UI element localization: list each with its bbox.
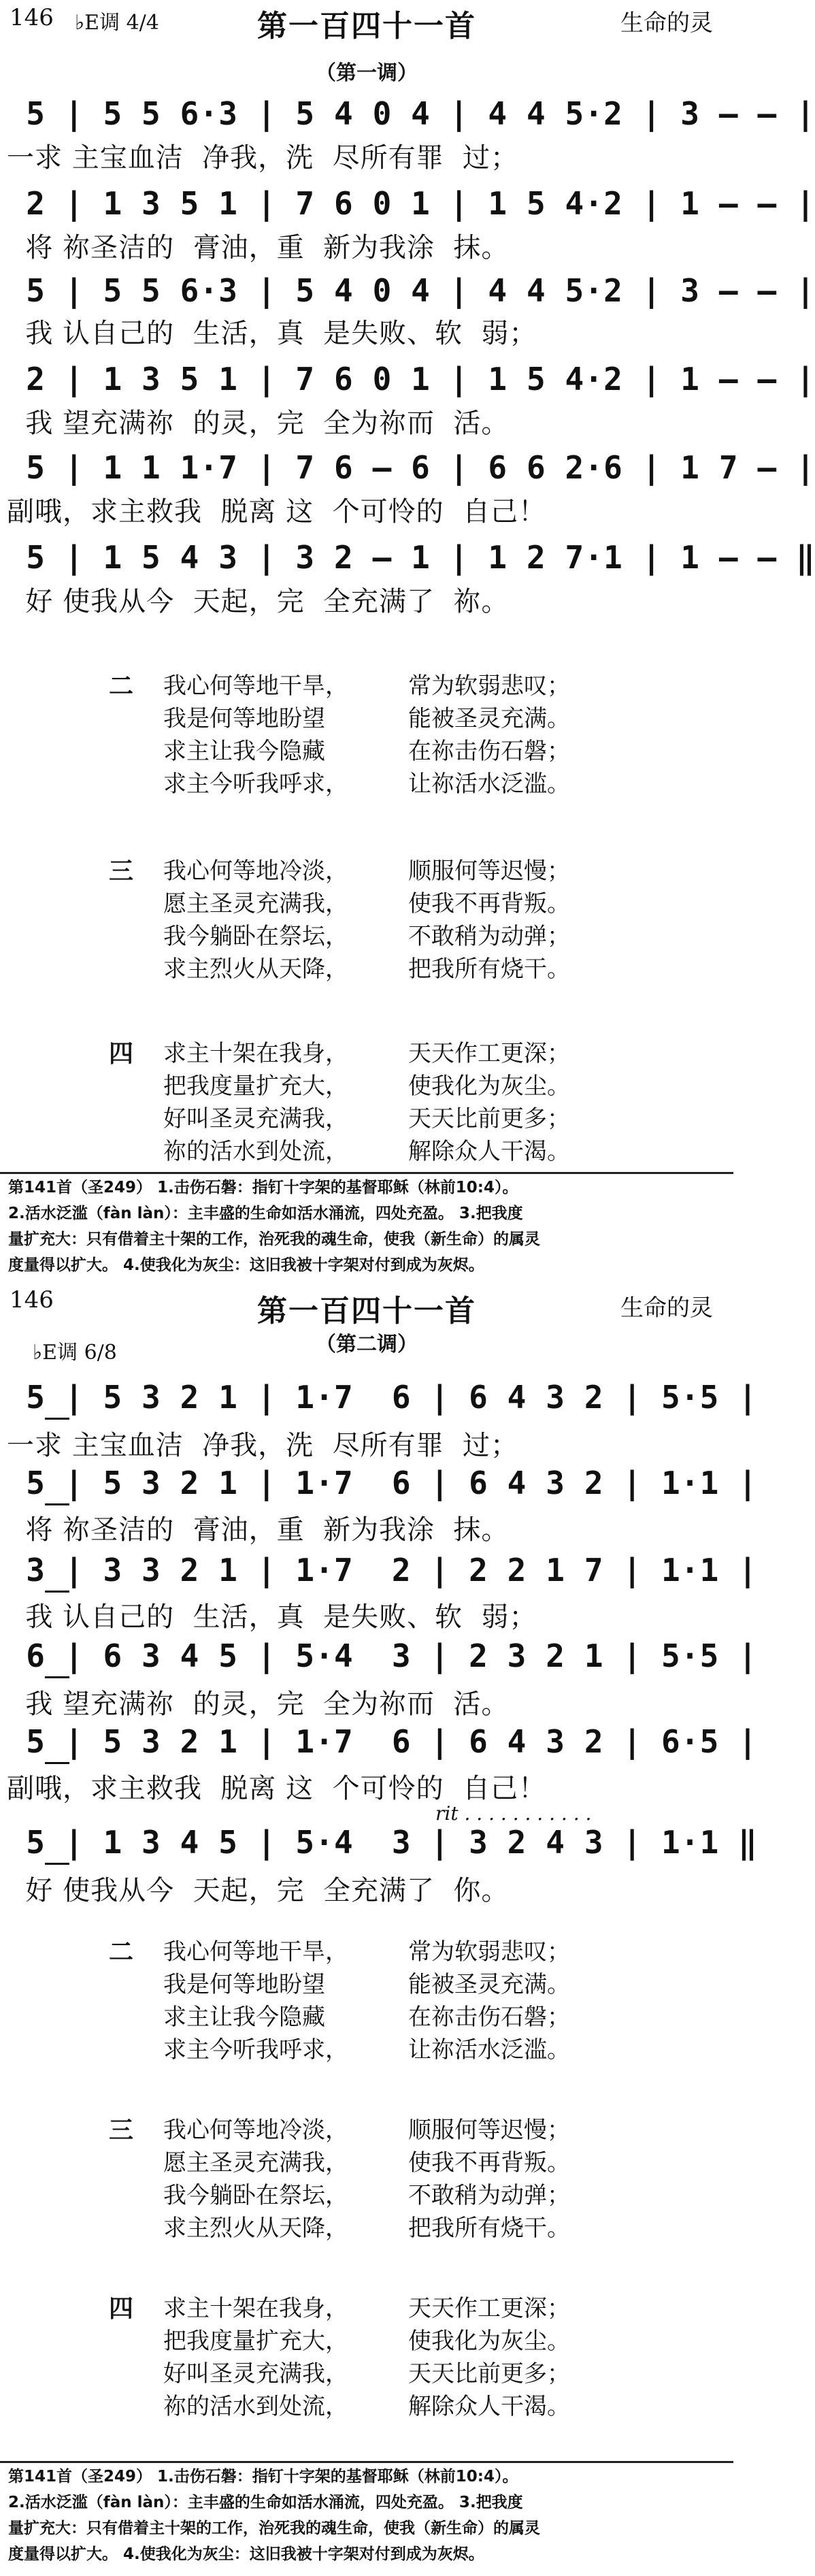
notation-line-5: 5 | 5 3 2 1 | 1·7 6 | 6 4 3 2 | 6·5 | xyxy=(7,1723,758,1760)
lyric-line-6: 好 使我从今 天起，完 全充满了 你。 xyxy=(7,1875,510,1906)
verse-line: 把我度量扩充大， xyxy=(163,2328,348,2355)
verse-line: 求主让我今隐藏 xyxy=(163,738,325,765)
lyric-line-3: 我 认自己的 生活，真 是失败、软 弱； xyxy=(7,1601,537,1633)
notation-line-4: 6 | 6 3 4 5 | 5·4 3 | 2 3 2 1 | 5·5 | xyxy=(7,1637,758,1674)
hymn-page-second-tune xyxy=(0,1286,758,2576)
notation-line-2: 5 | 5 3 2 1 | 1·7 6 | 6 4 3 2 | 1·1 | xyxy=(7,1465,758,1501)
footnote xyxy=(8,1175,722,1278)
footnote-line: 2.活水泛滥（fàn làn）：主丰盛的生命如活水涌流，四处充盈。 3.把我度 xyxy=(8,1205,523,1222)
verse-number: 四 xyxy=(109,2295,134,2323)
verse-number: 三 xyxy=(109,2117,134,2145)
page-number: 146 xyxy=(10,1286,54,1314)
notation-line-6: 5 | 1 3 4 5 | 5·4 3 | 3 2 4 3 | 1·1 ‖ xyxy=(7,1824,758,1861)
verse-line: 愿主圣灵充满我， xyxy=(163,2149,348,2176)
verse-line: 愿主圣灵充满我， xyxy=(163,890,348,917)
key-signature: ♭E调 4/4 xyxy=(75,11,159,35)
verse-line: 使我不再背叛。 xyxy=(408,890,570,917)
footnote-line: 2.活水泛滥（fàn làn）：主丰盛的生命如活水涌流，四处充盈。 3.把我度 xyxy=(8,2494,523,2511)
verse-line: 使我不再背叛。 xyxy=(408,2149,570,2176)
lyric-line-3: 我 认自己的 生活，真 是失败、软 弱； xyxy=(7,318,537,349)
hymn-source: 生命的灵 xyxy=(620,10,713,37)
verse-number: 二 xyxy=(109,1938,134,1966)
footnote-line: 量扩充大：只有借着主十架的工作，治死我的魂生命，使我（新生命）的属灵 xyxy=(8,1230,540,1248)
verse-line: 我心何等地冷淡， xyxy=(163,858,348,885)
lyric-line-1: 一求 主宝血洁 净我，洗 尽所有罪 过； xyxy=(7,142,519,174)
verse-line: 天天比前更多； xyxy=(408,2360,570,2387)
hymn-page-first-tune xyxy=(0,0,815,1165)
verse-line: 把我度量扩充大， xyxy=(163,1073,348,1100)
verse-line: 求主今听我呼求， xyxy=(163,770,348,798)
footnote-divider xyxy=(0,2461,733,2463)
verse-3 xyxy=(109,2111,694,2247)
verse-number: 三 xyxy=(109,858,134,885)
verse-line: 祢的活水到处流， xyxy=(163,1138,348,1165)
verse-line: 求主十架在我身， xyxy=(163,2295,348,2322)
beam xyxy=(45,1863,69,1865)
beam xyxy=(45,1591,69,1593)
verse-4 xyxy=(109,1034,694,1171)
verse-number: 四 xyxy=(109,1040,134,1068)
verse-number: 二 xyxy=(109,672,134,700)
verse-line: 求主十架在我身， xyxy=(163,1040,348,1067)
lyric-line-5: 副哦，求主救我 脱离 这 个可怜的 自己！ xyxy=(7,496,547,527)
notation-line-3: 3 | 3 3 2 1 | 1·7 2 | 2 2 1 7 | 1·1 | xyxy=(7,1552,758,1588)
hymn-title: 第一百四十一首 xyxy=(257,9,476,44)
verse-line: 我心何等地干旱， xyxy=(163,672,348,700)
verse-line: 使我化为灰尘。 xyxy=(408,1073,570,1100)
beam xyxy=(45,1676,69,1678)
verse-2 xyxy=(109,1933,694,2069)
lyric-line-4: 我 望充满祢 的灵，完 全为祢而 活。 xyxy=(7,1689,510,1720)
beam xyxy=(45,1503,69,1505)
verse-line: 在祢击伤石磐； xyxy=(408,2004,570,2031)
lyric-line-2: 将 祢圣洁的 膏油，重 新为我涂 抹。 xyxy=(7,232,510,263)
verse-line: 把我所有烧干。 xyxy=(408,2215,570,2242)
footnote-line: 度量得以扩大。 4.使我化为灰尘：这旧我被十字架对付到成为灰烬。 xyxy=(8,1256,484,1274)
verse-line: 不敢稍为动弹； xyxy=(408,923,570,950)
lyric-line-5: 副哦，求主救我 脱离 这 个可怜的 自己！ xyxy=(7,1773,547,1804)
beam xyxy=(45,1418,69,1420)
lyric-line-2: 将 祢圣洁的 膏油，重 新为我涂 抹。 xyxy=(7,1514,510,1546)
notation-line-1: 5 | 5 3 2 1 | 1·7 6 | 6 4 3 2 | 5·5 | xyxy=(7,1379,758,1416)
verse-2 xyxy=(109,667,694,803)
verse-line: 我今躺卧在祭坛， xyxy=(163,923,348,950)
verse-line: 天天作工更深； xyxy=(408,1040,570,1067)
verse-line: 好叫圣灵充满我， xyxy=(163,2360,348,2387)
verse-line: 我心何等地干旱， xyxy=(163,1938,348,1966)
footnote-divider xyxy=(0,1172,733,1174)
notation-line-6: 5 | 1 5 4 3 | 3 2 – 1 | 1 2 7·1 | 1 – – ‖ xyxy=(7,539,815,576)
ritardando-mark: rit . . . . . . . . . . . xyxy=(435,1802,592,1825)
notation-line-2: 2 | 1 3 5 1 | 7 6 0 1 | 1 5 4·2 | 1 – – | xyxy=(7,185,815,222)
notation-line-1: 5 | 5 5 6·3 | 5 4 0 4 | 4 4 5·2 | 3 – – | xyxy=(7,95,815,132)
notation-line-4: 2 | 1 3 5 1 | 7 6 0 1 | 1 5 4·2 | 1 – – | xyxy=(7,361,815,397)
verse-line: 我今躺卧在祭坛， xyxy=(163,2182,348,2209)
verse-line: 解除众人干渴。 xyxy=(408,1138,570,1165)
footnote-line: 第141首（圣249） 1.击伤石磐：指钉十字架的基督耶稣（林前10:4）。 xyxy=(8,1179,518,1196)
footnote-line: 第141首（圣249） 1.击伤石磐：指钉十字架的基督耶稣（林前10:4）。 xyxy=(8,2468,518,2485)
verse-line: 在祢击伤石磐； xyxy=(408,738,570,765)
verse-line: 常为软弱悲叹； xyxy=(408,1938,570,1966)
tune-subtitle: （第一调） xyxy=(316,61,418,85)
notation-line-5: 5 | 1 1 1·7 | 7 6 – 6 | 6 6 2·6 | 1 7 – | xyxy=(7,449,815,486)
verse-line: 天天作工更深； xyxy=(408,2295,570,2322)
lyric-line-4: 我 望充满祢 的灵，完 全为祢而 活。 xyxy=(7,408,510,439)
verse-line: 不敢稍为动弹； xyxy=(408,2182,570,2209)
verse-line: 让祢活水泛滥。 xyxy=(408,2036,570,2064)
beam xyxy=(45,1762,69,1764)
footnote-line: 度量得以扩大。 4.使我化为灰尘：这旧我被十字架对付到成为灰烬。 xyxy=(8,2545,484,2563)
lyric-line-1: 一求 主宝血洁 净我，洗 尽所有罪 过； xyxy=(7,1430,519,1461)
verse-line: 求主今听我呼求， xyxy=(163,2036,348,2064)
verse-line: 顺服何等迟慢； xyxy=(408,858,570,885)
hymn-title: 第一百四十一首 xyxy=(257,1294,476,1328)
verse-line: 能被圣灵充满。 xyxy=(408,705,570,732)
verse-line: 顺服何等迟慢； xyxy=(408,2117,570,2144)
lyric-line-6: 好 使我从今 天起，完 全充满了 祢。 xyxy=(7,586,510,617)
verse-line: 能被圣灵充满。 xyxy=(408,1971,570,1998)
verse-line: 天天比前更多； xyxy=(408,1105,570,1132)
verse-line: 使我化为灰尘。 xyxy=(408,2328,570,2355)
verse-line: 常为软弱悲叹； xyxy=(408,672,570,700)
verse-line: 解除众人干渴。 xyxy=(408,2393,570,2420)
tune-subtitle: （第二调） xyxy=(316,1333,418,1356)
verse-3 xyxy=(109,852,694,988)
verse-line: 好叫圣灵充满我， xyxy=(163,1105,348,1132)
verse-line: 我心何等地冷淡， xyxy=(163,2117,348,2144)
key-signature: ♭E调 6/8 xyxy=(33,1341,117,1365)
verse-line: 让祢活水泛滥。 xyxy=(408,770,570,798)
page-number: 146 xyxy=(10,4,54,31)
verse-line: 求主让我今隐藏 xyxy=(163,2004,325,2031)
verse-line: 把我所有烧干。 xyxy=(408,956,570,983)
verse-line: 我是何等地盼望 xyxy=(163,1971,325,1998)
verse-line: 求主烈火从天降， xyxy=(163,956,348,983)
footnote xyxy=(8,2464,722,2567)
hymn-source: 生命的灵 xyxy=(620,1294,713,1322)
verse-line: 求主烈火从天降， xyxy=(163,2215,348,2242)
footnote-line: 量扩充大：只有借着主十架的工作，治死我的魂生命，使我（新生命）的属灵 xyxy=(8,2520,540,2537)
verse-line: 我是何等地盼望 xyxy=(163,705,325,732)
notation-line-3: 5 | 5 5 6·3 | 5 4 0 4 | 4 4 5·2 | 3 – – | xyxy=(7,272,815,309)
verse-4 xyxy=(109,2289,694,2426)
verse-line: 祢的活水到处流， xyxy=(163,2393,348,2420)
